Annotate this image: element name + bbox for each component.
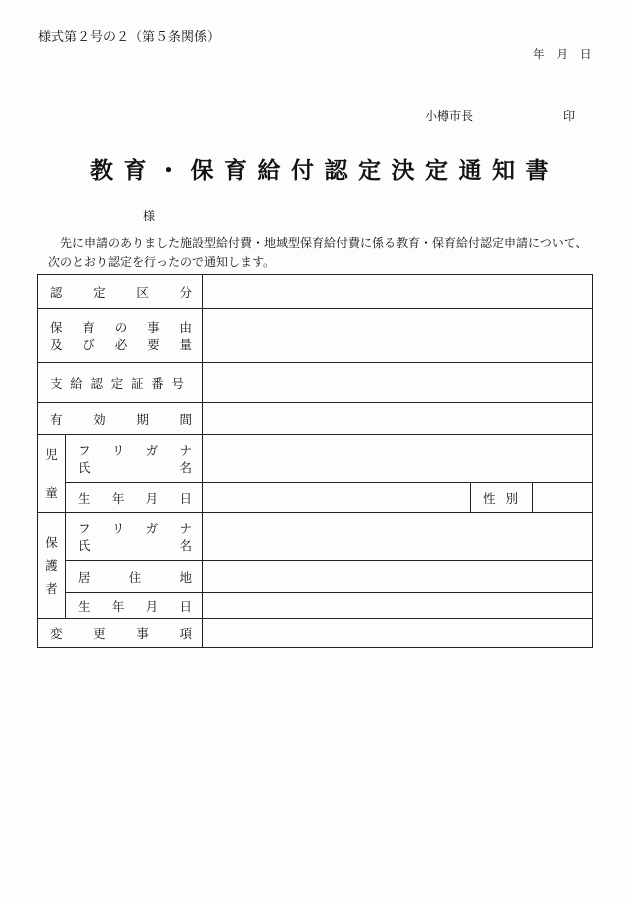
row-child-birthdate (38, 483, 593, 513)
label-gender (471, 483, 533, 513)
label-char: 変 (50, 626, 63, 641)
group-label (38, 532, 65, 600)
label-char: 別 (505, 490, 518, 506)
notice-paragraph: 先に申請のありました施設型給付費・地域型保育給付費に係る教育・保育給付認定申請について、次のとおり認定を行ったので通知します。 (48, 236, 588, 269)
label-char: 地 (179, 569, 192, 585)
label-char: ガ (145, 520, 159, 536)
value-child-name[interactable] (203, 435, 593, 483)
label-text (78, 537, 192, 554)
label-char: リ (111, 442, 125, 458)
issuer-name: 小樽市長 (425, 109, 474, 123)
label-guardian-birthdate (66, 593, 203, 619)
label-char: 護 (45, 557, 58, 573)
label-char: 区 (136, 284, 149, 300)
date-year-label: 年 (533, 47, 545, 61)
label-certificate-number (38, 363, 203, 403)
label-text (78, 489, 192, 507)
row-changes (38, 619, 593, 648)
label-char: 支 (50, 375, 63, 391)
value-certificate-number[interactable] (203, 363, 593, 403)
form-number: 様式第２号の２（第５条関係） (38, 30, 221, 45)
label-char: 由 (179, 319, 192, 335)
label-char: ナ (179, 520, 192, 536)
label-text (50, 624, 192, 642)
label-char: 居 (78, 569, 91, 585)
value-guardian-name[interactable] (203, 513, 593, 561)
document-title: 教育・保育給付認定決定通知書 (90, 157, 559, 184)
certification-table (37, 274, 593, 648)
group-child (38, 435, 66, 513)
label-changes (38, 619, 203, 648)
value-certification-category[interactable] (203, 275, 593, 309)
label-char: 育 (82, 319, 95, 335)
label-char: 日 (179, 598, 192, 614)
value-changes[interactable] (203, 619, 593, 648)
row-guardian-birthdate (38, 593, 593, 619)
label-char: 更 (93, 626, 106, 641)
label-char: 童 (45, 484, 58, 500)
date-month-label: 月 (556, 47, 568, 61)
label-char: リ (111, 520, 125, 536)
value-guardian-birthdate[interactable] (203, 593, 593, 619)
group-label (38, 444, 65, 504)
label-certification-category (38, 275, 203, 309)
label-char: 効 (93, 411, 106, 427)
label-child-name (66, 435, 203, 483)
row-certificate-number (38, 363, 593, 403)
label-char: 間 (179, 411, 192, 427)
label-char: 生 (78, 598, 91, 614)
label-char: 認 (50, 284, 63, 300)
seal-mark: 印 (563, 109, 576, 123)
row-child-name (38, 435, 593, 483)
row-certification-category (38, 275, 593, 309)
label-char: 者 (45, 580, 58, 596)
label-char: フ (78, 520, 91, 536)
label-char: 事 (136, 626, 149, 641)
label-char: 年 (111, 490, 125, 506)
label-char: 児 (45, 446, 58, 462)
label-text (50, 336, 192, 353)
label-char: 住 (128, 569, 142, 585)
label-char: 氏 (78, 537, 91, 553)
row-childcare-reason (38, 309, 593, 363)
label-char: 量 (179, 336, 192, 352)
label-char: 日 (179, 490, 192, 506)
label-text (50, 374, 192, 392)
issue-date (533, 46, 592, 62)
label-child-birthdate (66, 483, 203, 513)
label-guardian-name (66, 513, 203, 561)
label-childcare-reason (38, 309, 203, 363)
addressee-suffix: 様 (143, 209, 156, 223)
label-text (50, 410, 192, 428)
label-char: 名 (179, 459, 192, 475)
notice-body (48, 234, 594, 272)
label-char: の (114, 319, 128, 335)
label-char: 必 (114, 336, 128, 352)
label-char: 保 (45, 534, 58, 550)
value-gender[interactable] (533, 483, 593, 513)
label-char: 性 (483, 490, 496, 506)
date-day-label: 日 (580, 47, 592, 61)
label-char: 分 (179, 284, 192, 300)
row-valid-period (38, 403, 593, 435)
label-char: 定 (110, 375, 124, 391)
label-char: 定 (93, 284, 106, 300)
label-char: 年 (111, 598, 125, 614)
label-char: 期 (136, 411, 149, 427)
label-valid-period (38, 403, 203, 435)
label-char: 号 (171, 375, 184, 391)
group-guardian (38, 513, 66, 619)
label-char: び (82, 336, 95, 352)
label-char: 認 (90, 375, 103, 391)
label-text (50, 319, 192, 336)
label-guardian-address (66, 561, 203, 593)
label-char: 要 (147, 336, 160, 352)
label-text (78, 520, 192, 537)
label-char: 及 (50, 336, 63, 352)
label-char: ナ (179, 442, 192, 458)
label-char: 月 (145, 598, 159, 614)
label-char: 保 (50, 319, 63, 335)
label-text (50, 283, 192, 301)
label-text (78, 459, 192, 476)
label-char: 有 (50, 411, 63, 427)
label-text (483, 489, 518, 507)
label-text (78, 568, 192, 586)
label-char: フ (78, 442, 91, 458)
label-char: ガ (145, 442, 159, 458)
label-char: 生 (78, 490, 91, 506)
label-text (78, 442, 192, 459)
value-child-birthdate[interactable] (203, 483, 471, 513)
label-char: 証 (130, 375, 144, 391)
value-valid-period[interactable] (203, 403, 593, 435)
row-guardian-address (38, 561, 593, 593)
label-char: 番 (151, 375, 164, 391)
label-char: 名 (179, 537, 192, 553)
label-char: 項 (179, 626, 192, 641)
value-childcare-reason[interactable] (203, 309, 593, 363)
row-guardian-name (38, 513, 593, 561)
label-char: 氏 (78, 459, 91, 475)
label-text (78, 597, 192, 615)
label-char: 給 (70, 375, 83, 391)
label-char: 月 (145, 490, 159, 506)
label-char: 事 (147, 319, 160, 335)
value-guardian-address[interactable] (203, 561, 593, 593)
